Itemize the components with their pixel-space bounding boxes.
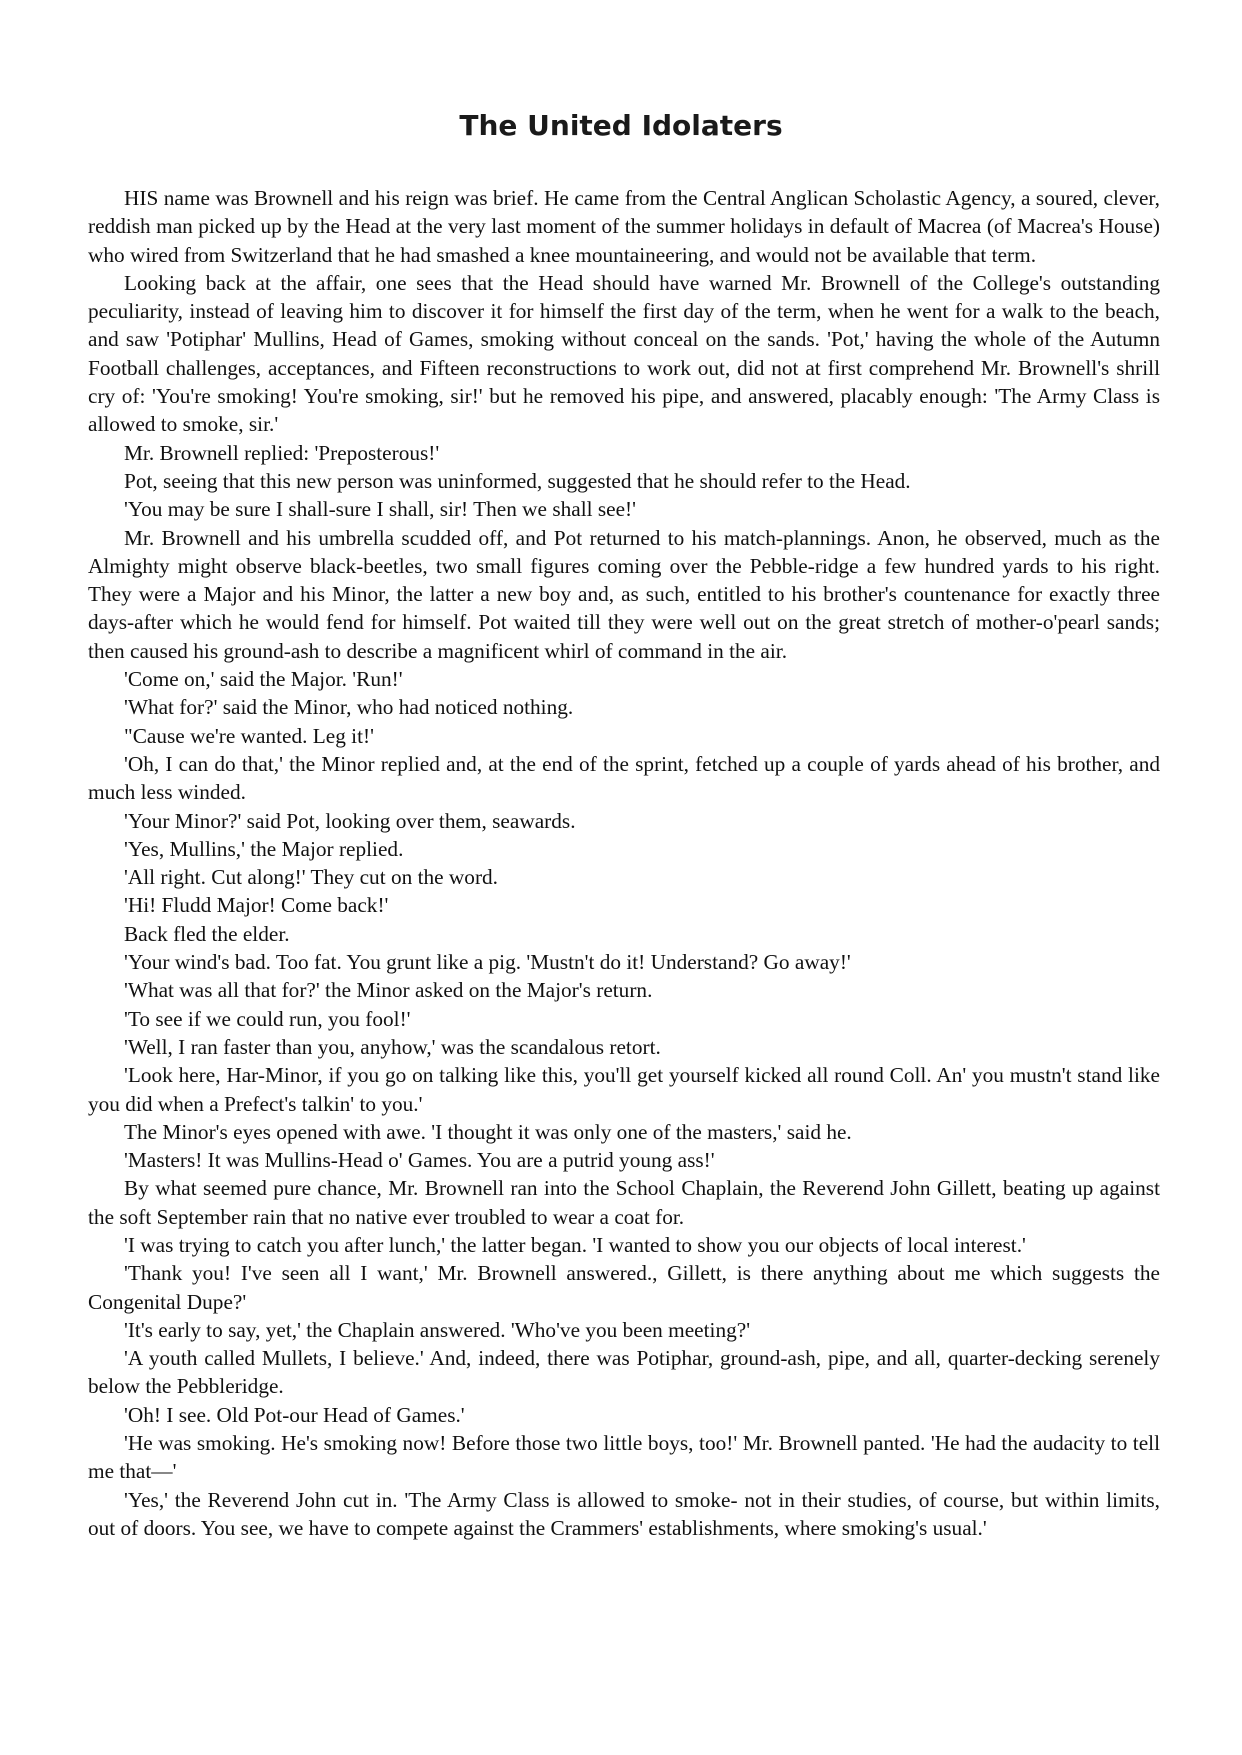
paragraph: 'Oh, I can do that,' the Minor replied and, at the end of the sprint, fetched up a couple of yards ahead of his brother, and much less winded. [88, 751, 1160, 805]
paragraph: 'Hi! Fludd Major! Come back!' [124, 893, 389, 918]
paragraph: "Cause we're wanted. Leg it!' [124, 723, 374, 748]
paragraph: 'Come on,' said the Major. 'Run!' [124, 667, 403, 692]
paragraph: Looking back at the affair, one sees that the Head should have warned Mr. Brownell of the College's outstanding peculiarity, instead of leaving him to discover it for himself the first day of the term, when he went for a walk to the beach, and saw 'Potiphar' Mullins, Head of Games, smoking without conceal on the sands. 'Pot,' having the whole of the Autumn Football challenges, acceptances, and Fifteen reconstructions to work out, did not at first comprehend Mr. Brownell's shrill cry of: 'You're smoking! You're smoking, sir!' but he removed his pipe, and answered, placably enough: 'The Army Class is allowed to smoke, sir.' [88, 270, 1160, 437]
paragraph: 'Thank you! I've seen all I want,' Mr. Brownell answered., Gillett, is there anything about me which suggests the Congenital Dupe?' [88, 1261, 1160, 1314]
paragraph: 'Look here, Har-Minor, if you go on talking like this, you'll get yourself kicked all round Coll. An' you mustn't stand like you did when a Prefect's talkin' to you.' [88, 1063, 1160, 1116]
paragraph: 'What for?' said the Minor, who had noticed nothing. [124, 695, 574, 720]
paragraph: 'Masters! It was Mullins-Head o' Games. You are a putrid young ass!' [124, 1148, 715, 1173]
paragraph: 'What was all that for?' the Minor asked on the Major's return. [124, 978, 653, 1003]
paragraph: 'Yes, Mullins,' the Major replied. [124, 836, 404, 861]
paragraph: 'Your Minor?' said Pot, looking over them, seawards. [124, 808, 576, 833]
paragraph: 'A youth called Mullets, I believe.' And, indeed, there was Potiphar, ground-ash, pipe, and all, quarter-decking serenely below the Pebbleridge. [88, 1346, 1160, 1399]
paragraph: 'Your wind's bad. Too fat. You grunt like a pig. 'Mustn't do it! Understand? Go away!' [124, 950, 851, 975]
paragraph: 'Oh! I see. Old Pot-our Head of Games.' [124, 1402, 465, 1427]
paragraph: 'I was trying to catch you after lunch,' the latter began. 'I wanted to show you our objects of local interest.' [124, 1232, 1026, 1257]
paragraph: Mr. Brownell replied: 'Preposterous!' [124, 440, 440, 465]
paragraph: Pot, seeing that this new person was uninformed, suggested that he should refer to the Head. [124, 468, 911, 493]
paragraph: The Minor's eyes opened with awe. 'I thought it was only one of the masters,' said he. [124, 1119, 852, 1144]
paragraph: Mr. Brownell and his umbrella scudded off, and Pot returned to his match-plannings. Anon, he observed, much as the Almighty might observe black-beetles, two small figures coming over the Pebble-ridge a few hundred yards to his right. They were a Major and his Minor, the latter a new boy and, as such, entitled to his brother's countenance for exactly three days-after which he would fend for himself. Pot waited till they were well out on the great stretch of mother-o'pearl sands; then caused his ground-ash to describe a magnificent whirl of command in the air. [88, 525, 1160, 663]
paragraph: 'All right. Cut along!' They cut on the word. [124, 865, 499, 890]
paragraph: 'Yes,' the Reverend John cut in. 'The Army Class is allowed to smoke- not in their studies, of course, but within limits, out of doors. You see, we have to compete against the Crammers' establishments, where smoking's usual.' [88, 1487, 1160, 1540]
paragraph: 'To see if we could run, you fool!' [124, 1006, 411, 1031]
paragraph: Back fled the elder. [124, 921, 290, 946]
body-text [88, 184, 1160, 1542]
paragraph: HIS name was Brownell and his reign was brief. He came from the Central Anglican Scholastic Agency, a soured, clever, reddish man picked up by the Head at the very last moment of the summer holidays in default of Macrea (of Macrea's House) who wired from Switzerland that he had smashed a knee mountaineering, and would not be available that term. [88, 186, 1160, 267]
paragraph: 'Well, I ran faster than you, anyhow,' was the scandalous retort. [124, 1034, 661, 1059]
paragraph: 'You may be sure I shall-sure I shall, sir! Then we shall see!' [124, 497, 636, 522]
paragraph: 'He was smoking. He's smoking now! Before those two little boys, too!' Mr. Brownell panted. 'He had the audacity to tell me that—' [88, 1431, 1160, 1484]
chapter-title: The United Idolaters [459, 109, 783, 142]
paragraph: By what seemed pure chance, Mr. Brownell ran into the School Chaplain, the Reverend John Gillett, beating up against the soft September rain that no native ever troubled to wear a coat for. [88, 1176, 1160, 1229]
paragraph: 'It's early to say, yet,' the Chaplain answered. 'Who've you been meeting?' [124, 1317, 751, 1342]
